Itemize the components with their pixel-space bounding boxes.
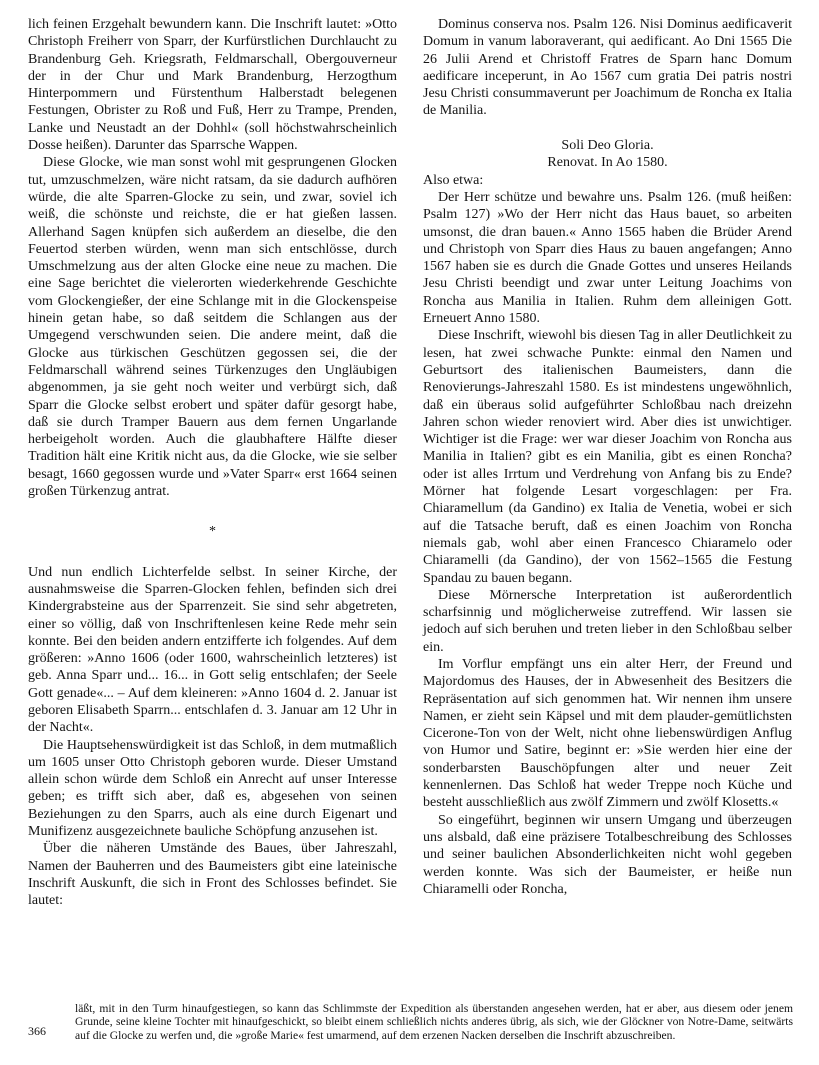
- paragraph-vorflur: Im Vorflur empfängt uns ein alter Herr, der Freund und Majordomus des Hauses, der in Abwesenheit des Besitzers die Repräsentation auf sich genommen hat. Wir nennen ihm unsere Namen, er zieht sein Käpsel und mit dem plauder-gemütlichsten Cicerone-Ton von der Welt, nicht ohne liebenswürdigen Anflug von Humor und Satire, beginnt er: »Sie werden hier eine der sonderbarsten Bauschöpfungen alter und neuer Zeit kennenlernen. Das Schloß hat weder Treppe noch Küche und besteht ausschließlich aus zwölf Zimmern und zwölf Klosetts.«: [423, 656, 792, 811]
- paragraph-inschrift-continuation: lich feinen Erzgehalt bewundern kann. Die Inschrift lautet: »Otto Christoph Freiherr von Sparr, der Kurfürstlichen Durchlaucht zu Brandenburg Geh. Kriegsrath, Feldmarschall, Obergouverneur der in der Chur und Mark Brandenburg, Herzogthum Hinterpommern und Fürstenthum Halberstadt belegenen Festungen, Obrister zu Roß und Fuß, Herr zu Trampe, Prenden, Lanke und Neustadt an der Dohhl« (soll höchstwahrscheinlich Dosse heißen). Darunter das Sparrsche Wappen.: [28, 17, 397, 154]
- paragraph-schloss: Die Hauptsehenswürdigkeit ist das Schloß, in dem mutmaßlich um 1605 unser Otto Christoph geboren wurde. Dieser Umstand allein schon würde dem Schloß ein Anrecht auf unser Interesse geben; es trifft sich aber, daß es, abgesehen von seinen Beziehungen zu den Sparrs, auch als eine durch Eigenart und Munifizenz ausgezeichnete bauliche Schöpfung anzusehen ist.: [28, 737, 397, 840]
- page-footer: [28, 1002, 793, 1042]
- paragraph-inschrift-kritik: Diese Inschrift, wiewohl bis diesen Tag in aller Deutlichkeit zu lesen, hat zwei schwache Punkte: einmal den Namen und Geburtsort des italienischen Baumeisters, dann die Renovierungs-Jahreszahl 1580. Es ist mindestens ungewöhnlich, daß ein überaus solid aufgeführter Schloßbau nach dreizehn Jahren schon wieder renoviert wird. Aber dies ist unwichtiger. Wichtiger ist die Frage: wer war dieser Joachim von Roncha aus Manilia in Italien? gibt es ein Manilia, gibt es einen Roncha? oder ist alles Irrtum und Verdrehung von Anfang bis zu Ende? Mörner hat folgende Lesart vorgeschlagen: per Fra. Chiaramellum (da Gandino) ex Italia de Venetia, wobei er sich auf die Tatsache beruft, daß es einen Joachim von Roncha niemals gab, wohl aber einen Francesco Chiaramelo oder Chiaramelli (da Gandino), der von 1562–1565 die Festung Spandau zu bauen begann.: [423, 328, 792, 586]
- paragraph-moerner-interpretation: Diese Mörnersche Interpretation ist außerordentlich scharfsinnig und möglicherweise zutreffend. Wir lassen sie jedoch auf sich beruhen und treten lieber in den Schloßbau selber ein.: [423, 587, 792, 655]
- section-separator-asterisk: *: [209, 524, 216, 540]
- line-also-etwa: Also etwa:: [423, 172, 484, 188]
- page-number: 366: [28, 1023, 46, 1038]
- right-column: [423, 16, 792, 996]
- paragraph-inschrift-intro: Über die näheren Umstände des Baues, über Jahreszahl, Namen der Bauherren und des Baumeisters gibt eine lateinische Inschrift Auskunft, die sich in Front des Schlosses befindet. Sie lautet:: [28, 841, 397, 909]
- text-columns: [28, 16, 793, 996]
- line-renovat: Renovat. In Ao 1580.: [547, 155, 668, 171]
- paragraph-lichterfelde: Und nun endlich Lichterfelde selbst. In seiner Kirche, der ausnahmsweise die Sparren-Glocken fehlen, befinden sich drei Kindergrabsteine aus der Sparrenzeit. Sie sind sehr abgetreten, einer so völlig, daß von Inschriftenlesen keine Rede mehr sein konnte. Bei den beiden andern entzifferte ich folgendes. Auf dem größeren: »Anno 1606 (oder 1600, wahrscheinlich letzteres) ist geb. Anna Sparr und... 16... in Gott selig entschlafen; der Seele Gott genade«... – Auf dem kleineren: »Anno 1604 d. 2. Januar ist geboren Elisabeth Sparrn... entschlafen d. 3. Januar am 12 Uhr in der Nacht«.: [28, 564, 397, 736]
- line-soli-deo-gloria: Soli Deo Gloria.: [561, 138, 654, 154]
- left-column: [28, 16, 397, 996]
- paragraph-latin-inscription: Dominus conserva nos. Psalm 126. Nisi Dominus aedificaverit Domum in vanum laboraverant, qui aedificant. Ao Dni 1565 Die 26 Julii Arend et Christoff Fratres de Sparn hanc Domum aedificare inceperunt, in Ao 1567 cum gratia Dei patris nostri Jesu Christi consummaverunt per Joachimum de Roncha ex Italia de Manilia.: [423, 17, 792, 119]
- paragraph-glocke-sagen: Diese Glocke, wie man sonst wohl mit gesprungenen Glocken tut, umzuschmelzen, wäre nicht ratsam, da sie dadurch aufhören würde, die alte Sparren-Glocke zu sein, und zwar, soviel ich weiß, die schönste und reichste, die er hat gießen lassen. Allerhand Sagen knüpfen sich außerdem an dieselbe, die den Feuertod sterben würden, wenn man sich entschlösse, durch Umschmelzung aus der alten Glocke eine neue zu machen. Die eine Sage berichtet die vielerorten wiederkehrende Geschichte vom Glockengießer, der eine Schlange mit in die Glockenspeise hinein getan habe, so daß seitdem die Schlangen aus der Umgegend verschwunden seien. Die andere meint, daß die Glocke aus türkischen Geschützen gegossen sei, die der Feldmarschall während seines Türkenzuges den Ungläubigen abgenommen, ja sie geht noch weiter und verbürgt sich, daß Sparr die Glocke selbst erobert und später dafür gesorgt habe, daß sie durch Tramper Bauern aus dem fernen Ungarlande herbeigeholt worden. Auch die glaubhaftere Hälfte dieser Tradition hält eine Kritik nicht aus, da die Glocke, wie sie selber besagt, 1660 gegossen wurde und »Vater Sparr« erst 1664 seinen großen Türkenzug antrat.: [28, 155, 397, 500]
- paragraph-german-translation: Der Herr schütze und bewahre uns. Psalm 126. (muß heißen: Psalm 127) »Wo der Herr nicht das Haus bauet, so arbeiten umsonst, die dran bauen.« Anno 1565 haben die Brüder Arend und Christoph von Sparr dies Haus zu bauen angefangen; Anno 1567 haben sie es durch die Gnade Gottes und unseres Heilands Jesu Christi beendigt und zwar unter Leitung Joachims von Roncha aus Manilia in Italien. Ruhm dem alleinigen Gott. Erneuert Anno 1580.: [423, 189, 792, 327]
- paragraph-so-eingefuehrt: So eingeführt, beginnen wir unsern Umgang und überzeugen uns alsbald, daß eine präzisere Totalbeschreibung des Schlosses und seiner baulichen Absonderlichkeiten nicht wohl gegeben werden konnte. Was sich der Baumeister, er heiße nun Chiaramelli oder Roncha,: [423, 812, 792, 897]
- footnote-text: läßt, mit in den Turm hinaufgestiegen, so kann das Schlimmste der Expedition als überstanden angesehen werden, hat er aber, aus diesem oder jenem Grunde, seine kleine Tochter mit hinaufgeschickt, so bleibt einem schließlich nichts anderes übrig, als sich, wie der Glöckner von Notre-Dame, seitwärts auf die Glocke zu werfen und, die »große Marie« fest umarmend, auf dem erzenen Nacken derselben die Inschrift abzuschreiben.: [75, 1002, 793, 1042]
